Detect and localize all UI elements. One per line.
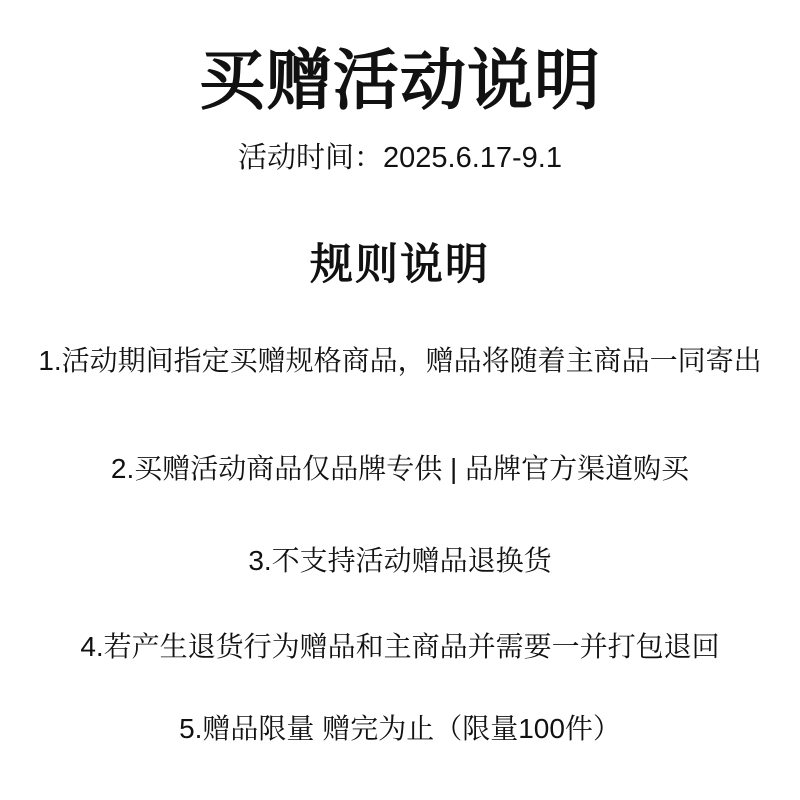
rule-item-2: 2.买赠活动商品仅品牌专供 | 品牌官方渠道购买 [110, 453, 690, 484]
rule-item-4: 4.若产生退货行为赠品和主商品并需要一并打包退回 [80, 631, 720, 662]
page-title: 买赠活动说明 [199, 43, 601, 117]
rule-item-3: 3.不支持活动赠品退换货 [248, 545, 552, 576]
rule-item-5: 5.赠品限量 赠完为止（限量100件） [179, 713, 621, 744]
rules-section-title: 规则说明 [310, 241, 490, 289]
rule-item-1: 1.活动期间指定买赠规格商品，赠品将随着主商品一同寄出 [38, 345, 762, 376]
activity-period: 活动时间：2025.6.17-9.1 [238, 142, 562, 174]
